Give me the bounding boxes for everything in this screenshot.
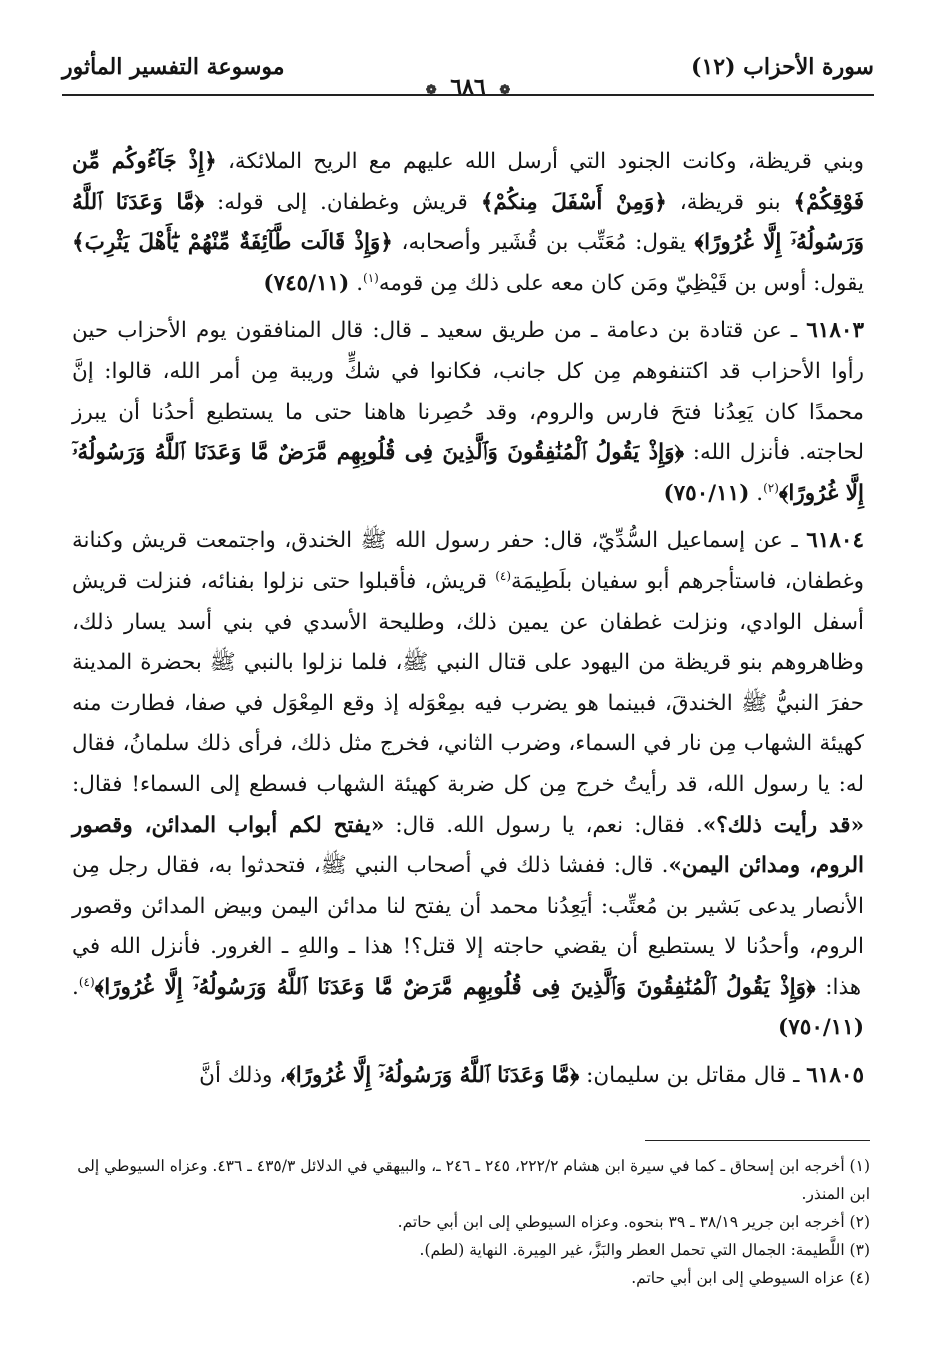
volume-reference: (٧٥٠/١١)	[663, 480, 750, 506]
page-number: ٦٨٦	[450, 74, 486, 100]
text-run: قريش وغطفان. إلى قوله:	[203, 189, 468, 215]
footnote-marker: (٤)	[78, 974, 95, 989]
quran-quote: ﴿مَّا وَعَدَنَا ٱللَّهُ وَرَسُولُهُۥٓ إِلَّا غُرُورًا﴾	[72, 189, 865, 256]
footnote-marker: (٢)	[763, 480, 779, 495]
narration-number: ٦١٨٠٤	[806, 528, 864, 554]
quran-quote: ﴿وَإِذْ قَالَت طَّآئِفَةٌ مِّنْهُمْ يَٰٓأَهْلَ يَثْرِبَ﴾	[72, 230, 393, 256]
footnotes	[66, 1152, 870, 1292]
page-header	[62, 52, 874, 102]
footnote-separator	[645, 1140, 870, 1141]
quran-quote: ﴿وَإِذْ يَقُولُ ٱلْمُنَٰفِقُونَ وَٱلَّذِينَ فِى قُلُوبِهِم مَّرَضٌ مَّا وَعَدَنَا ٱللَّهُ وَرَسُولُهُۥٓ إِلَّا غُرُورًا﴾	[94, 974, 816, 1000]
text-run: ـ عن إسماعيل السُّدِّيّ، قال: حفر رسول الله ﷺ الخندق، واجتمعت قريش وكنانة وغطفان، فاستأجرهم أبو سفيان بلَطِيمَة	[72, 528, 864, 594]
quran-quote: ﴿إِذْ جَآءُوكُم مِّن فَوْقِكُمْ﴾	[72, 149, 864, 215]
surah-running-title: سورة الأحزاب (١٢)	[691, 54, 874, 80]
volume-reference: (٧٤٥/١١)	[263, 270, 350, 296]
text-run: . قال: ففشا ذلك في أصحاب النبي ﷺ، فتحدثوا به، فقال رجل مِن الأنصار يدعى بَشير بن مُعتِّب: أيَعِدُنا محمد أن يفتح لنا مدائن اليمن وبيض المدائن وقصور الروم، وأحدُنا لا يستطيع أن يقضي حاجته إلا قتل؟! هذا ـ واللهِ ـ الغرور. فأنزل الله في هذا:	[72, 853, 864, 1000]
narration-61803	[72, 311, 864, 514]
quran-quote: ﴿وَمِنْ أَسْفَلَ مِنكُمْ﴾	[480, 189, 667, 215]
text-run: ـ عن قتادة بن دعامة ـ من طريق سعيد ـ قال: قال المنافقون يوم الأحزاب حين رأوا الأحزاب قد اكتنفوهم مِن كل جانب، فكانوا في شكٍّ وريبة مِن أمر الله، قالوا: إنَّ محمدًا كان يَعِدُنا فتحَ فارس والروم، وقد حُصِرنا هاهنا حتى ما يستطيع أحدُنا أن يبرز لحاجته. فأنزل الله:	[72, 318, 864, 466]
quran-quote: ﴿مَّا وَعَدَنَا ٱللَّهُ وَرَسُولُهُۥٓ إِلَّا غُرُورًا﴾	[286, 1063, 580, 1089]
text-run: .	[72, 974, 79, 1000]
text-run: بنو قريظة،	[666, 189, 781, 215]
ornament-icon: ❁	[499, 83, 511, 98]
footnote-4: (٤) عزاه السيوطي إلى ابن أبي حاتم.	[631, 1269, 870, 1287]
book-running-title: موسوعة التفسير المأثور	[62, 54, 285, 80]
narration-61805	[72, 1056, 864, 1097]
text-run: ـ قال مقاتل بن سليمان:	[579, 1063, 807, 1089]
quran-quote: ﴿وَإِذْ يَقُولُ ٱلْمُنَٰفِقُونَ وَٱلَّذِينَ فِى قُلُوبِهِم مَّرَضٌ مَّا وَعَدَنَا ٱللَّهُ وَرَسُولُهُۥٓ إِلَّا غُرُورًا﴾	[72, 440, 864, 506]
hadith-quote: «قد رأيت ذلك؟»	[702, 812, 865, 838]
footnote-marker: (١)	[363, 270, 379, 285]
text-run: قريش، فأقبلوا حتى نزلوا بفنائه، فنزلت قريش أسفل الوادي، ونزلت غطفان عن يمين ذلك، وطليحة الأسدي في بني أسد يسار ذلك، وظاهروهم بنو قريظة من اليهود على قتال النبي ﷺ، فلما نزلوا بالنبي ﷺ بحضرة المدينة حفرَ النبيُّ ﷺ الخندقَ، فبينما هو يضرب فيه بمِعْوَله إذ وقع المِعْوَل في صفا، فطارت منه كهيئة الشهاب مِن نار في السماء، وضرب الثاني، فخرج مثل ذلك، فرأى ذلك سلمانُ، فقال له: يا رسول الله، قد رأيتُ خرج مِن كل ضربة كهيئة الشهاب فسطع إلى السماء! فقال:	[72, 568, 864, 797]
narration-61804	[72, 521, 864, 1049]
text-run: يقول: أوس بن قَيْظِيّ ومَن كان معه على ذلك مِن قومه	[378, 270, 864, 296]
ornament-icon: ❁	[425, 83, 437, 98]
page-number-block	[62, 74, 874, 100]
volume-reference: (٧٥٠/١١)	[778, 1015, 864, 1041]
text-run: .	[749, 480, 764, 506]
footnote-2: (٢) أخرجه ابن جرير ٣٨/١٩ ـ ٣٩ بنحوه. وعزاه السيوطي إلى ابن أبي حاتم.	[397, 1213, 870, 1231]
hadith-quote: «يفتح لكم أبواب المدائن، وقصور الروم، ومدائن اليمن»	[72, 812, 865, 879]
main-text	[72, 142, 864, 1104]
narration-number: ٦١٨٠٣	[806, 318, 864, 344]
text-run: ، وذلك أنَّ	[199, 1063, 287, 1089]
footnote-1: (١) أخرجه ابن إسحاق ـ كما في سيرة ابن هشام ٢٢٢/٢، ٢٤٥ ـ ٢٤٦ ـ، والبيهقي في الدلائل ٤٣٥/٣ ـ ٤٣٦. وعزاه السيوطي إلى ابن المنذر.	[77, 1157, 870, 1203]
text-run: . فقال: نعم، يا رسول الله. قال:	[384, 812, 703, 838]
footnote-marker: (٤)	[495, 568, 512, 583]
text-run: يقول: مُعَتِّب بن قُشَير وأصحابه،	[392, 230, 686, 256]
text-run: وبني قريظة، وكانت الجنود التي أرسل الله عليهم مع الريح الملائكة،	[216, 149, 864, 174]
text-run: .	[349, 270, 364, 296]
header-rule	[62, 94, 874, 96]
narration-number: ٦١٨٠٥	[806, 1063, 864, 1089]
footnote-3: (٣) اللَّطيمة: الجمال التي تحمل العطر والبَزَّ، غير المِيرة. النهاية (لطم).	[419, 1241, 870, 1259]
paragraph-continuation	[72, 142, 864, 304]
